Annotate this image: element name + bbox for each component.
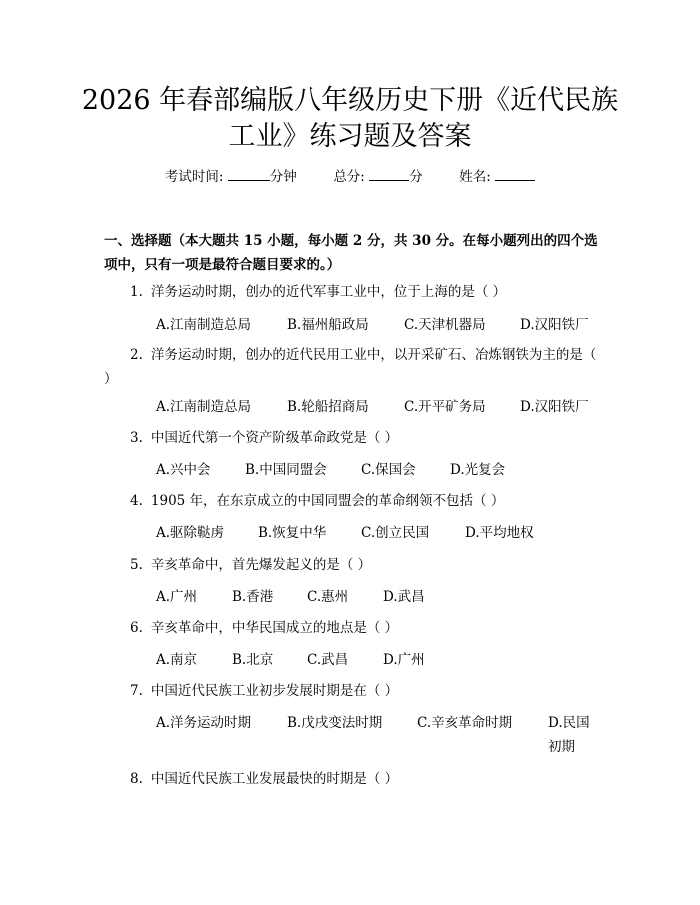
question-item	[104, 616, 600, 640]
total-score-unit: 分	[409, 169, 423, 185]
option-d: D.广州	[383, 652, 425, 668]
option-a: A.驱除鞑虏	[156, 525, 225, 541]
question-text: 辛亥革命中，中华民国成立的地点是（ ）	[150, 620, 399, 636]
question-options	[104, 711, 600, 759]
question-number: 6.	[130, 620, 143, 636]
option-b: B.福州船政局	[287, 317, 369, 333]
option-c: C.创立民国	[361, 525, 430, 541]
option-d: D.光复会	[450, 462, 506, 478]
exam-info-line	[0, 166, 700, 187]
question-number: 3.	[130, 430, 143, 446]
option-a: A.江南制造总局	[156, 317, 252, 333]
question-text: 中国近代民族工业初步发展时期是在（ ）	[150, 683, 399, 699]
option-d: D.汉阳铁厂	[520, 399, 589, 415]
option-b: B.恢复中华	[258, 525, 327, 541]
question-text: 中国近代民族工业发展最快的时期是（ ）	[150, 771, 399, 787]
document-title-line-1: 2026 年春部编版八年级历史下册《近代民族	[81, 85, 619, 116]
total-score-blank	[369, 166, 409, 181]
section-heading: 一、选择题（本大题共 15 小题，每小题 2 分，共 30 分。在每小题列出的四个选项中，只有一项是最符合题目要求的。）	[104, 233, 598, 273]
student-name-blank	[495, 166, 535, 181]
option-c: C.辛亥革命时期	[417, 715, 513, 731]
option-d: D.民国初期	[548, 715, 590, 755]
question-item	[104, 489, 600, 513]
question-item	[104, 553, 600, 577]
option-d: D.武昌	[383, 589, 425, 605]
option-c: C.开平矿务局	[404, 399, 486, 415]
question-item	[104, 280, 600, 304]
question-item	[104, 343, 600, 391]
option-a: A.洋务运动时期	[156, 715, 252, 731]
question-number: 1.	[130, 284, 143, 300]
exam-time-blank	[228, 166, 270, 181]
option-d: D.平均地权	[465, 525, 534, 541]
exam-time-label: 考试时间:	[164, 169, 224, 185]
option-b: B.北京	[232, 652, 274, 668]
question-text: 辛亥革命中，首先爆发起义的是（ ）	[150, 557, 372, 573]
option-a: A.广州	[156, 589, 198, 605]
option-b: B.戊戌变法时期	[287, 715, 383, 731]
option-b: B.中国同盟会	[245, 462, 327, 478]
question-item	[104, 767, 600, 791]
total-score-label: 总分:	[333, 169, 365, 185]
question-number: 5.	[130, 557, 143, 573]
question-item	[104, 426, 600, 450]
option-d: D.汉阳铁厂	[520, 317, 589, 333]
option-a: A.南京	[156, 652, 198, 668]
option-c: C.天津机器局	[404, 317, 486, 333]
option-c: C.保国会	[361, 462, 416, 478]
question-text: 洋务运动时期，创办的近代民用工业中，以开采矿石、冶炼钢铁为主的是（ ）	[104, 347, 597, 387]
question-number: 7.	[130, 683, 143, 699]
option-b: B.香港	[232, 589, 274, 605]
option-a: A.兴中会	[156, 462, 211, 478]
exam-time-unit: 分钟	[269, 169, 297, 185]
option-c: C.惠州	[307, 589, 349, 605]
student-name-label: 姓名:	[459, 169, 491, 185]
document-title-line-2: 工业》练习题及答案	[228, 121, 472, 152]
option-c: C.武昌	[307, 652, 349, 668]
question-item	[104, 679, 600, 703]
option-b: B.轮船招商局	[287, 399, 369, 415]
question-text: 洋务运动时期，创办的近代军事工业中，位于上海的是（ ）	[150, 284, 507, 300]
question-number: 8.	[130, 771, 143, 787]
option-a: A.江南制造总局	[156, 399, 252, 415]
question-text: 中国近代第一个资产阶级革命政党是（ ）	[150, 430, 399, 446]
question-number: 4.	[130, 493, 143, 509]
question-text: 1905 年，在东京成立的中国同盟会的革命纲领不包括（ ）	[150, 493, 505, 509]
question-number: 2.	[130, 347, 143, 363]
